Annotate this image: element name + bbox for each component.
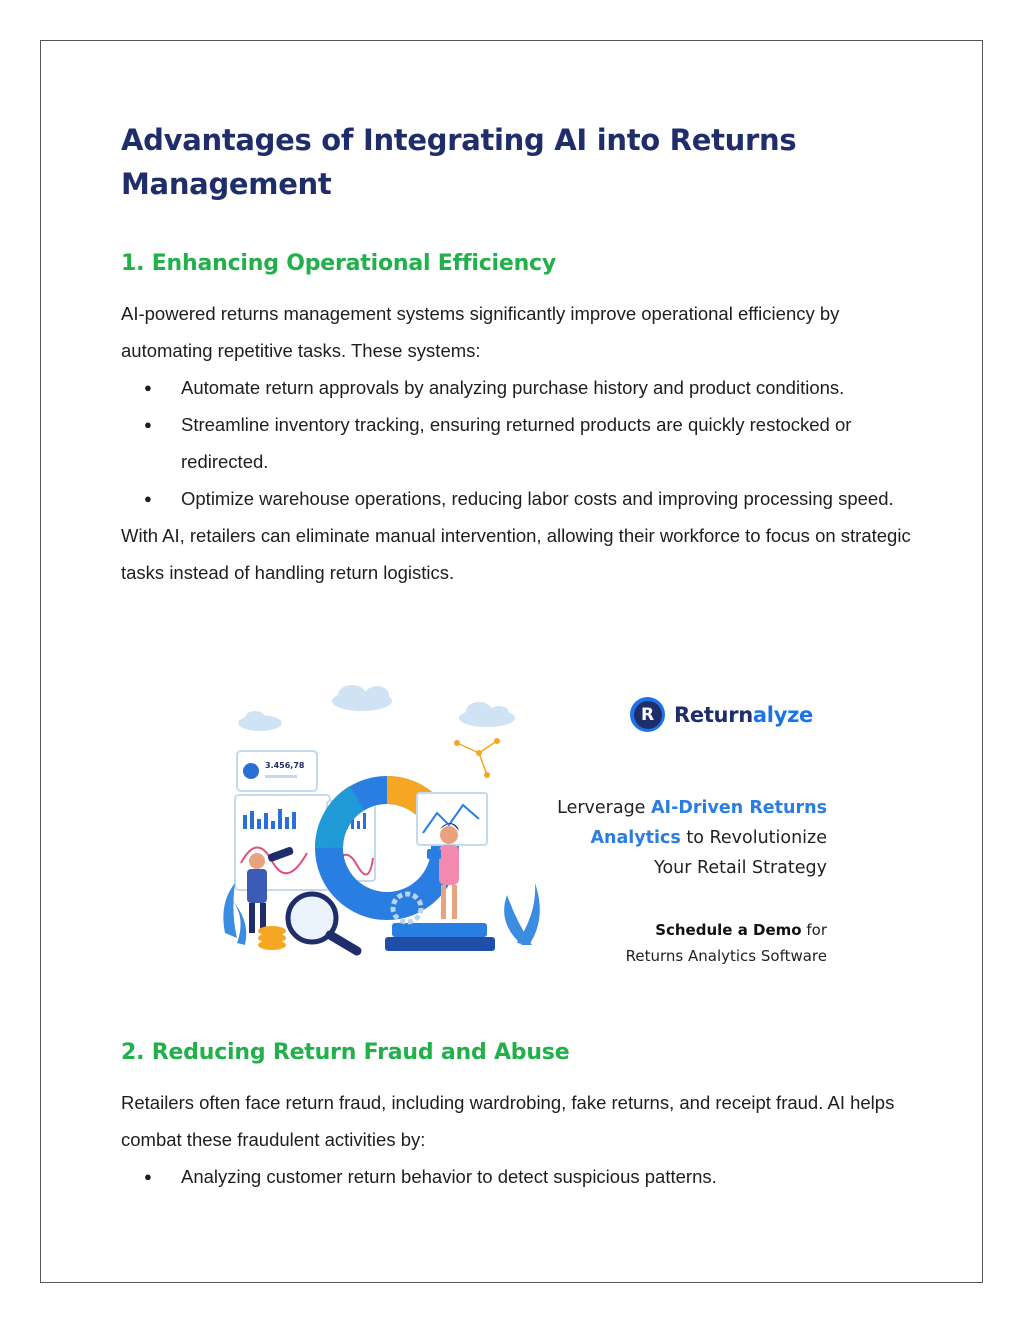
analytics-illustration bbox=[217, 683, 557, 968]
demo-cta[interactable] bbox=[626, 917, 827, 969]
headline-line-3: Your Retail Strategy bbox=[654, 858, 827, 878]
list-item: ● Optimize warehouse operations, reducing labor costs and improving processing speed. bbox=[181, 480, 941, 517]
section-2 bbox=[121, 1040, 921, 1195]
banner-headline bbox=[557, 793, 827, 883]
headline-accent-2: Analytics bbox=[590, 828, 681, 848]
cta-plain: for bbox=[801, 921, 827, 939]
section-1-heading: 1. Enhancing Operational Efficiency bbox=[121, 251, 557, 276]
document-body bbox=[121, 118, 921, 591]
headline-plain-2: to Revolutionize bbox=[680, 828, 827, 848]
section-1-intro: AI-powered returns management systems significantly improve operational efficiency by automating repetitive tasks. These systems: bbox=[121, 303, 840, 361]
returnalyze-banner[interactable] bbox=[217, 683, 827, 968]
cta-bold: Schedule a Demo bbox=[655, 921, 802, 939]
brand-name-prefix: Return bbox=[674, 702, 753, 727]
list-item: ● Automate return approvals by analyzing purchase history and product conditions. bbox=[181, 369, 941, 406]
brand-name-suffix: alyze bbox=[752, 702, 813, 727]
list-item: ● Streamline inventory tracking, ensuring returned products are quickly restocked or redirected. bbox=[181, 406, 941, 480]
cta-line-2: Returns Analytics Software bbox=[625, 947, 827, 965]
section-2-intro: Retailers often face return fraud, including wardrobing, fake returns, and receipt fraud. AI helps combat these fraudulent activities by: bbox=[121, 1092, 895, 1150]
list-item: ● Analyzing customer return behavior to detect suspicious patterns. bbox=[181, 1158, 941, 1195]
section-1-bullet-list bbox=[121, 369, 941, 517]
headline-accent-1: AI-Driven Returns bbox=[651, 798, 827, 818]
section-1-outro: With AI, retailers can eliminate manual intervention, allowing their workforce to focus on strategic tasks instead of handling return logistics. bbox=[121, 525, 911, 583]
page-title: Advantages of Integrating AI into Returns Management bbox=[121, 123, 797, 201]
chart-value: 3.456,78 bbox=[265, 761, 305, 770]
cloud-icon bbox=[238, 685, 515, 731]
section-2-heading: 2. Reducing Return Fraud and Abuse bbox=[121, 1040, 570, 1065]
returnalyze-logo bbox=[630, 697, 813, 732]
headline-plain-1: Lerverage bbox=[557, 798, 652, 818]
logo-icon: R bbox=[630, 697, 665, 732]
section-2-bullet-list bbox=[121, 1158, 941, 1195]
